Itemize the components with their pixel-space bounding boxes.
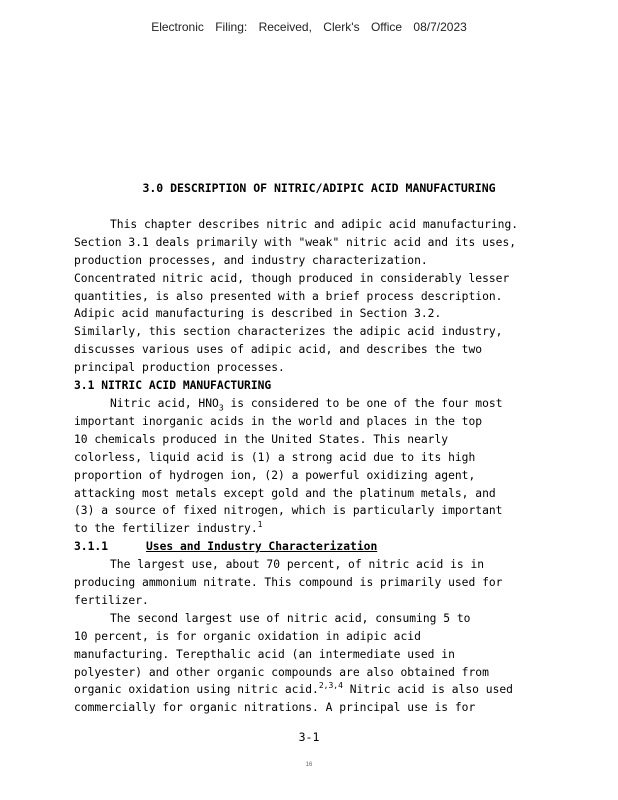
- chapter-title: 3.0 DESCRIPTION OF NITRIC/ADIPIC ACID MANUFACTURING: [142, 181, 496, 195]
- stamp-word: Electronic: [151, 20, 204, 34]
- paragraph-line: The largest use, about 70 percent, of nitric acid is in: [110, 558, 485, 572]
- paragraph-line: Similarly, this section characterizes the adipic acid industry,: [74, 325, 503, 339]
- stamp-word: Office: [370, 20, 403, 34]
- page-number: 3-1: [298, 730, 320, 744]
- section-heading: 3.1 NITRIC ACID MANUFACTURING: [74, 379, 272, 393]
- paragraph-line: production processes, and industry characterization.: [74, 253, 428, 267]
- stamp-date: 08/7/2023: [413, 20, 467, 34]
- nitric-paragraph: [74, 395, 564, 538]
- document-body: [74, 180, 564, 717]
- paragraph-line: proportion of hydrogen ion, (2) a powerful oxidizing agent,: [74, 468, 476, 482]
- paragraph-line: organic oxidation using nitric acid.$^{2,3,4}$ Nitric acid is also used: [74, 681, 513, 697]
- paragraph-line: Section 3.1 deals primarily with "weak" nitric acid and its uses,: [74, 235, 517, 249]
- paragraph-line: discusses various uses of adipic acid, and describes the two: [74, 343, 483, 357]
- uses-paragraph-1: [74, 556, 564, 610]
- uses-paragraph-2: [74, 610, 564, 717]
- paragraph-line: polyester) and other organic compounds are also obtained from: [74, 665, 489, 679]
- paragraph-line: commercially for organic nitrations. A principal use is for: [74, 701, 476, 715]
- paragraph-line: quantities, is also presented with a brief process description.: [74, 289, 503, 303]
- paragraph-line: The second largest use of nitric acid, consuming 5 to: [110, 611, 471, 625]
- stamp-word: Clerk's: [323, 20, 360, 34]
- paragraph-line: This chapter describes nitric and adipic acid manufacturing.: [110, 217, 519, 231]
- paragraph-line: to the fertilizer industry.$^1$: [74, 520, 263, 536]
- paragraph-line: principal production processes.: [74, 361, 285, 375]
- paragraph-line: producing ammonium nitrate. This compound is primarily used for: [74, 576, 503, 590]
- paragraph-line: fertilizer.: [74, 593, 149, 607]
- paragraph-line: attacking most metals except gold and the platinum metals, and: [74, 486, 496, 500]
- intro-paragraph: [74, 216, 564, 377]
- paragraph-line: Nitric acid, $HNO_3$ is considered to be one of the four most: [110, 396, 503, 413]
- paragraph-line: 10 chemicals produced in the United States. This nearly: [74, 432, 449, 446]
- paragraph-line: important inorganic acids in the world and places in the top: [74, 414, 483, 428]
- paragraph-line: Concentrated nitric acid, though produced in considerably lesser: [74, 271, 510, 285]
- footnote-ref: 2,3,4: [318, 681, 343, 691]
- footnote-ref: 1: [257, 520, 263, 530]
- stamp-word: Received,: [258, 20, 312, 34]
- paragraph-line: 10 percent, is for organic oxidation in adipic acid: [74, 629, 421, 643]
- filing-stamp-header: [0, 20, 618, 34]
- paragraph-line: (3) a source of fixed nitrogen, which is particularly important: [74, 504, 503, 518]
- paragraph-line: colorless, liquid acid is (1) a strong acid due to its high: [74, 450, 476, 464]
- subsection-heading: 3.1.1 Uses and Industry Characterization: [74, 540, 378, 554]
- paragraph-line: Adipic acid manufacturing is described in Section 3.2.: [74, 307, 442, 321]
- paragraph-line: manufacturing. Terepthalic acid (an intermediate used in: [74, 647, 455, 661]
- stamp-word: Filing:: [215, 20, 248, 34]
- footer-small-number: 16: [305, 762, 313, 768]
